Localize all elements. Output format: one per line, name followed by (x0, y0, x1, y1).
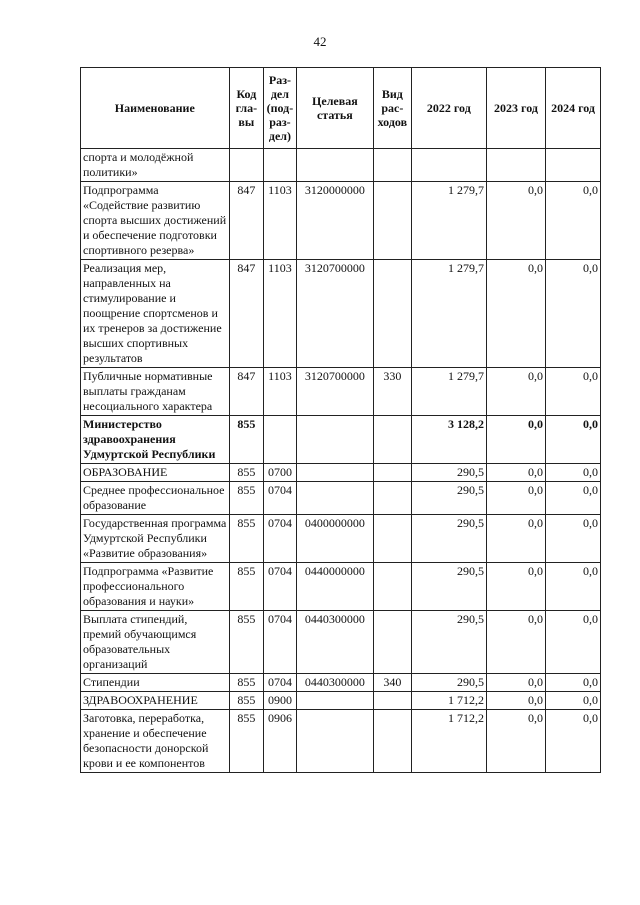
cell-2022: 290,5 (411, 464, 486, 482)
cell-2023: 0,0 (486, 182, 545, 260)
cell-code: 855 (229, 515, 264, 563)
cell-name: Среднее профессиональное образование (81, 482, 230, 515)
cell-name: Подпрограмма «Содействие развитию спорта высших достижений и обеспечение подготовки спортивного резерва» (81, 182, 230, 260)
table-row (81, 416, 601, 464)
cell-section: 0704 (264, 482, 297, 515)
cell-2022: 290,5 (411, 515, 486, 563)
cell-2023: 0,0 (486, 482, 545, 515)
cell-type: 340 (374, 674, 412, 692)
table-row (81, 710, 601, 773)
cell-code: 855 (229, 674, 264, 692)
cell-2024: 0,0 (546, 563, 601, 611)
cell-2023: 0,0 (486, 674, 545, 692)
header-article: Целевая статья (296, 68, 373, 149)
cell-2022: 1 712,2 (411, 692, 486, 710)
header-section: Раз- дел (под- раз- дел) (264, 68, 297, 149)
cell-type (374, 482, 412, 515)
cell-article (296, 149, 373, 182)
cell-2022: 290,5 (411, 674, 486, 692)
cell-type (374, 149, 412, 182)
cell-code: 855 (229, 710, 264, 773)
cell-section: 0704 (264, 515, 297, 563)
cell-type (374, 182, 412, 260)
cell-2024: 0,0 (546, 182, 601, 260)
cell-section: 0906 (264, 710, 297, 773)
cell-name: ЗДРАВООХРАНЕНИЕ (81, 692, 230, 710)
cell-section: 0704 (264, 674, 297, 692)
cell-code (229, 149, 264, 182)
cell-article: 3120700000 (296, 368, 373, 416)
table-row (81, 482, 601, 515)
cell-type (374, 515, 412, 563)
cell-2023 (486, 149, 545, 182)
cell-section: 1103 (264, 260, 297, 368)
cell-type (374, 692, 412, 710)
table-row (81, 182, 601, 260)
header-name: Наименование (81, 68, 230, 149)
cell-article: 3120000000 (296, 182, 373, 260)
cell-2022: 3 128,2 (411, 416, 486, 464)
cell-name: Стипендии (81, 674, 230, 692)
cell-code: 855 (229, 611, 264, 674)
cell-section: 1103 (264, 182, 297, 260)
cell-name: Подпрограмма «Развитие профессионального образования и науки» (81, 563, 230, 611)
cell-2023: 0,0 (486, 368, 545, 416)
header-type: Вид рас- ходов (374, 68, 412, 149)
cell-2024: 0,0 (546, 710, 601, 773)
cell-2024: 0,0 (546, 674, 601, 692)
cell-name: Государственная программа Удмуртской Республики «Развитие образования» (81, 515, 230, 563)
cell-article (296, 482, 373, 515)
header-code: Код гла- вы (229, 68, 264, 149)
cell-article: 0440300000 (296, 674, 373, 692)
page-number: 42 (313, 34, 327, 49)
cell-type (374, 260, 412, 368)
cell-name: спорта и молодёжной политики» (81, 149, 230, 182)
table-row (81, 260, 601, 368)
cell-2022 (411, 149, 486, 182)
cell-2022: 1 279,7 (411, 182, 486, 260)
cell-2024: 0,0 (546, 611, 601, 674)
cell-2023: 0,0 (486, 710, 545, 773)
cell-type (374, 710, 412, 773)
cell-name: Заготовка, переработка, хранение и обеспечение безопасности донорской крови и ее компонентов (81, 710, 230, 773)
cell-2023: 0,0 (486, 515, 545, 563)
header-2022: 2022 год (411, 68, 486, 149)
cell-article: 0440000000 (296, 563, 373, 611)
cell-section: 1103 (264, 368, 297, 416)
cell-2023: 0,0 (486, 611, 545, 674)
cell-article: 0440300000 (296, 611, 373, 674)
cell-type (374, 611, 412, 674)
cell-type (374, 464, 412, 482)
cell-type (374, 416, 412, 464)
table-row (81, 149, 601, 182)
cell-2022: 290,5 (411, 563, 486, 611)
cell-code: 855 (229, 563, 264, 611)
cell-name: Министерство здравоохранения Удмуртской Республики (81, 416, 230, 464)
cell-2022: 290,5 (411, 611, 486, 674)
cell-section: 0700 (264, 464, 297, 482)
table-row (81, 692, 601, 710)
cell-article: 0400000000 (296, 515, 373, 563)
cell-2024: 0,0 (546, 515, 601, 563)
cell-code: 847 (229, 260, 264, 368)
cell-2023: 0,0 (486, 464, 545, 482)
cell-section: 0704 (264, 563, 297, 611)
table-row (81, 515, 601, 563)
table-row (81, 563, 601, 611)
header-2024: 2024 год (546, 68, 601, 149)
cell-type (374, 563, 412, 611)
header-row (81, 68, 601, 149)
cell-section: 0900 (264, 692, 297, 710)
cell-2022: 1 279,7 (411, 260, 486, 368)
cell-name: ОБРАЗОВАНИЕ (81, 464, 230, 482)
cell-section: 0704 (264, 611, 297, 674)
cell-2024 (546, 149, 601, 182)
cell-2023: 0,0 (486, 692, 545, 710)
cell-code: 855 (229, 692, 264, 710)
header-2023: 2023 год (486, 68, 545, 149)
cell-2023: 0,0 (486, 260, 545, 368)
cell-2022: 1 712,2 (411, 710, 486, 773)
cell-2023: 0,0 (486, 416, 545, 464)
table-row (81, 611, 601, 674)
cell-2024: 0,0 (546, 416, 601, 464)
cell-code: 847 (229, 368, 264, 416)
cell-code: 855 (229, 482, 264, 515)
cell-article (296, 710, 373, 773)
table-row (81, 464, 601, 482)
cell-2024: 0,0 (546, 464, 601, 482)
cell-code: 855 (229, 416, 264, 464)
cell-section (264, 416, 297, 464)
cell-2024: 0,0 (546, 368, 601, 416)
cell-2024: 0,0 (546, 692, 601, 710)
cell-2022: 290,5 (411, 482, 486, 515)
cell-article (296, 464, 373, 482)
cell-2023: 0,0 (486, 563, 545, 611)
cell-article (296, 416, 373, 464)
table-row (81, 674, 601, 692)
cell-section (264, 149, 297, 182)
cell-name: Реализация мер, направленных на стимулирование и поощрение спортсменов и их тренеров за достижение высших спортивных результатов (81, 260, 230, 368)
table-row (81, 368, 601, 416)
budget-table (80, 67, 601, 773)
cell-article (296, 692, 373, 710)
cell-2024: 0,0 (546, 482, 601, 515)
cell-2022: 1 279,7 (411, 368, 486, 416)
cell-type: 330 (374, 368, 412, 416)
cell-article: 3120700000 (296, 260, 373, 368)
cell-code: 855 (229, 464, 264, 482)
cell-2024: 0,0 (546, 260, 601, 368)
cell-name: Выплата стипендий, премий обучающимся образовательных организаций (81, 611, 230, 674)
cell-name: Публичные нормативные выплаты гражданам несоциального характера (81, 368, 230, 416)
cell-code: 847 (229, 182, 264, 260)
